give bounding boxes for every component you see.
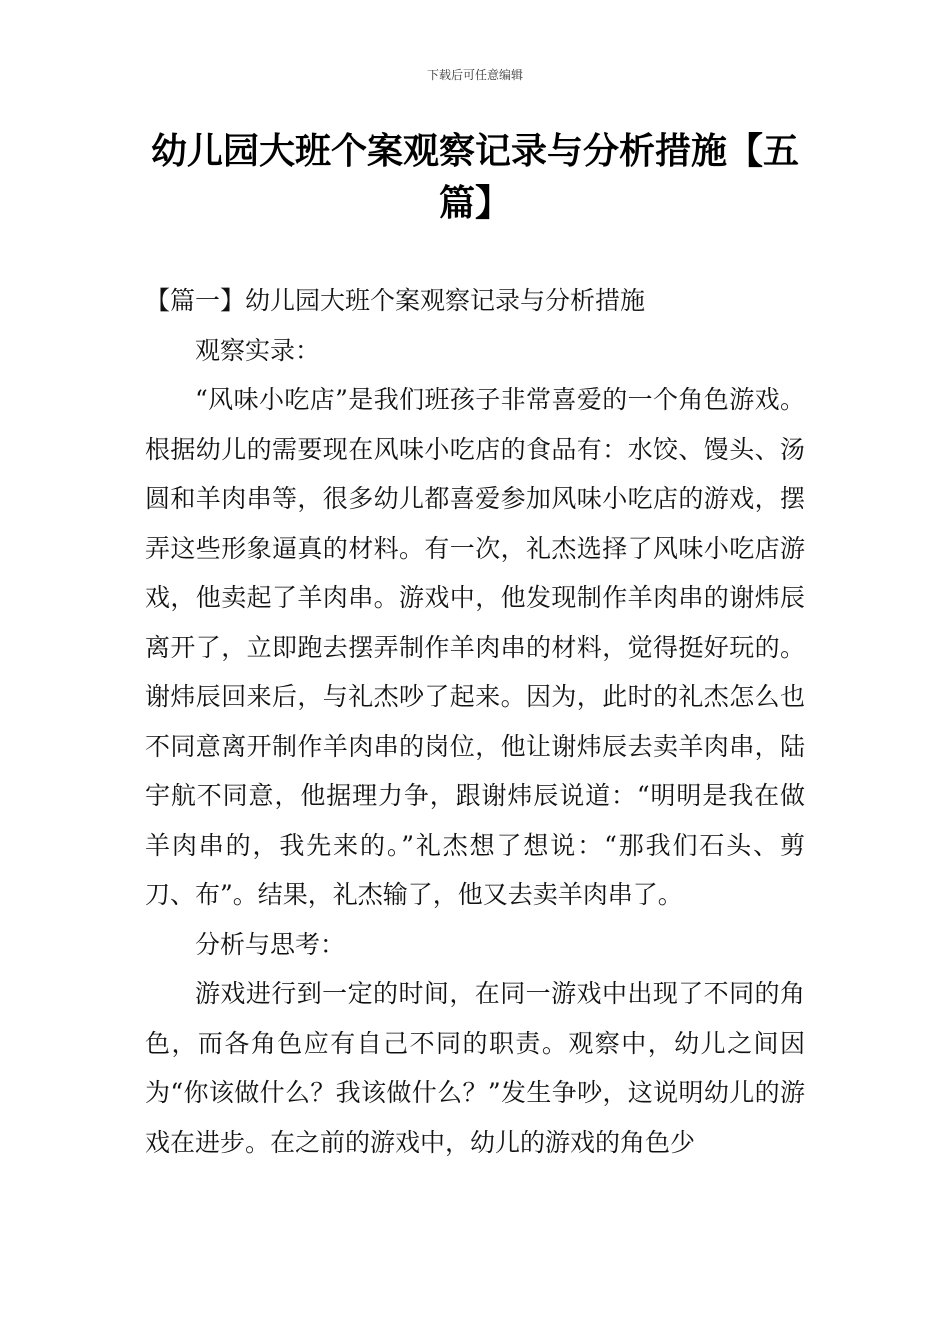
analysis-label: 分析与思考： xyxy=(195,929,346,959)
observation-paragraph: “风味小吃店”是我们班孩子非常喜爱的一个角色游戏。根据幼儿的需要现在风味小吃店的食品有：水饺、馒头、汤圆和羊肉串等，很多幼儿都喜爱参加风味小吃店的游戏，摆弄这些形象逼真的材料。有一次，礼杰选择了风味小吃店游戏，他卖起了羊肉串。游戏中，他发现制作羊肉串的谢炜辰离开了，立即跑去摆弄制作羊肉串的材料，觉得挺好玩的。谢炜辰回来后，与礼杰吵了起来。因为，此时的礼杰怎么也不同意离开制作羊肉串的岗位，他让谢炜辰去卖羊肉串，陆宇航不同意，他据理力争，跟谢炜辰说道：“明明是我在做羊肉串的，我先来的。”礼杰想了想说：“那我们石头、剪刀、布”。结果，礼杰输了，他又去卖羊肉串了。 xyxy=(145,385,805,909)
document-title: 幼儿园大班个案观察记录与分析措施【五篇】 xyxy=(150,131,799,224)
section-heading: 【篇一】幼儿园大班个案观察记录与分析措施 xyxy=(145,286,646,315)
analysis-paragraph: 游戏进行到一定的时间，在同一游戏中出现了不同的角色，而各角色应有自己不同的职责。观察中，幼儿之间因为“你该做什么？我该做什么？”发生争吵，这说明幼儿的游戏在进步。在之前的游戏中，幼儿的游戏的角色少 xyxy=(145,979,805,1157)
header-note: 下载后可任意编辑 xyxy=(426,68,523,82)
observation-label: 观察实录： xyxy=(195,335,321,365)
document-body xyxy=(145,276,805,1167)
